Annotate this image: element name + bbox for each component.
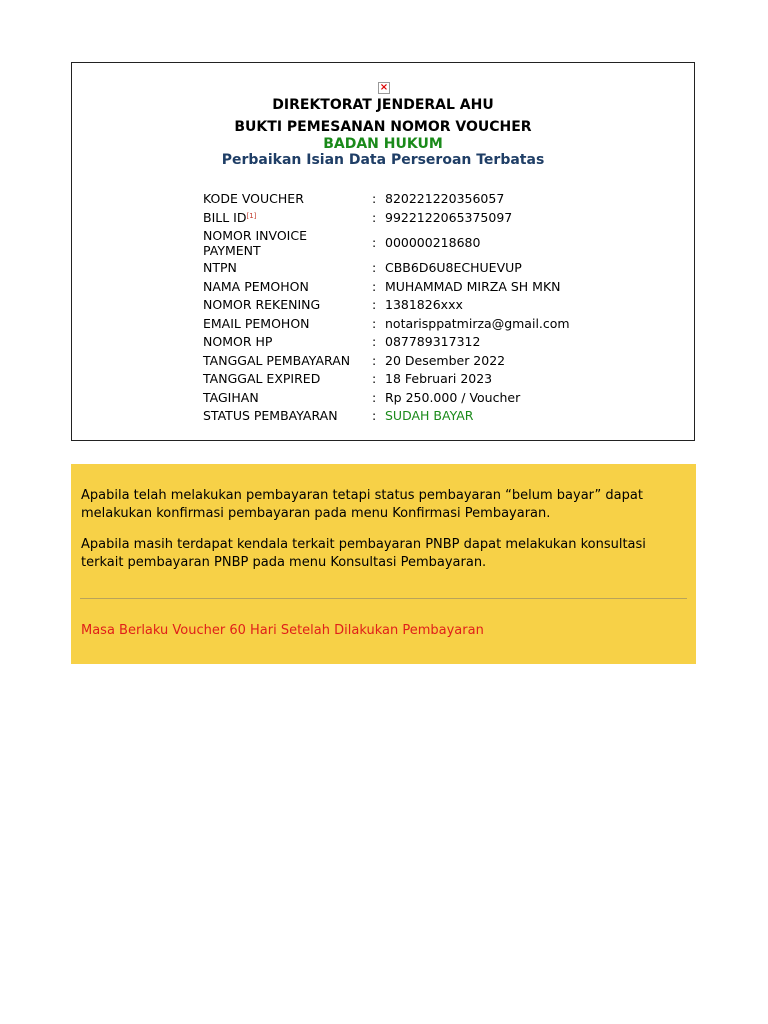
field-value: 000000218680 (385, 235, 481, 250)
field-bill-id (203, 209, 673, 228)
voucher-receipt (71, 62, 695, 441)
voucher-validity-note: Masa Berlaku Voucher 60 Hari Setelah Dilakukan Pembayaran (81, 623, 484, 638)
field-separator: : (372, 315, 377, 331)
field-label: KODE VOUCHER (203, 191, 304, 206)
field-value: 18 Februari 2023 (385, 371, 493, 386)
field-separator: : (372, 352, 377, 368)
field-separator: : (372, 235, 377, 250)
payment-notice (71, 464, 696, 664)
field-label: NTPN (203, 260, 237, 275)
field-value: 1381826xxx (385, 297, 463, 312)
field-email-pemohon (203, 315, 673, 334)
notice-divider (80, 598, 687, 599)
service-title: Perbaikan Isian Data Perseroan Terbatas (221, 152, 545, 168)
document-title: BUKTI PEMESANAN NOMOR VOUCHER (234, 119, 532, 135)
field-separator: : (372, 408, 377, 423)
field-separator: : (372, 191, 377, 206)
field-value: 9922122065375097 (385, 209, 513, 225)
notice-consultation-text: Apabila masih terdapat kendala terkait pembayaran PNBP dapat melakukan konsultasi terkait pembayaran PNBP pada menu Konsultasi Pembayaran. (81, 537, 646, 570)
org-title: DIREKTORAT JENDERAL AHU (272, 97, 494, 113)
field-label: TANGGAL PEMBAYARAN (203, 352, 351, 368)
field-separator: : (372, 371, 377, 386)
field-label: NOMOR INVOICE PAYMENT (203, 228, 307, 258)
field-label: TANGGAL EXPIRED (203, 371, 321, 386)
field-separator: : (372, 389, 377, 405)
field-tagihan (203, 389, 673, 408)
notice-confirmation-text: Apabila telah melakukan pembayaran tetapi status pembayaran “belum bayar” dapat melakukan konfirmasi pembayaran pada menu Konfirmasi Pembayaran. (81, 488, 643, 521)
entity-title: BADAN HUKUM (323, 136, 443, 152)
voucher-fields (203, 190, 673, 426)
field-tanggal-expired (203, 370, 673, 389)
field-status-pembayaran (203, 407, 673, 426)
field-value: CBB6D6U8ECHUEVUP (385, 260, 522, 275)
footnote-link[interactable]: [1] (246, 211, 257, 220)
field-nomor-invoice (203, 227, 673, 259)
broken-image-icon: × (379, 82, 389, 93)
field-kode-voucher (203, 190, 673, 209)
field-nomor-rekening (203, 296, 673, 315)
field-label: STATUS PEMBAYARAN (203, 408, 338, 423)
field-separator: : (372, 297, 377, 312)
field-label: NAMA PEMOHON (203, 278, 309, 294)
field-ntpn (203, 259, 673, 278)
field-label: EMAIL PEMOHON (203, 315, 310, 331)
field-nama-pemohon (203, 278, 673, 297)
field-label: TAGIHAN (203, 389, 259, 405)
status-badge: SUDAH BAYAR (385, 408, 474, 423)
field-label: NOMOR REKENING (203, 297, 321, 312)
field-value: MUHAMMAD MIRZA SH MKN (385, 278, 561, 294)
field-separator: : (372, 260, 377, 275)
field-separator: : (372, 278, 377, 294)
field-value: 087789317312 (385, 334, 481, 349)
field-value: Rp 250.000 / Voucher (385, 389, 521, 405)
field-separator: : (372, 334, 377, 349)
field-label: BILL ID (203, 209, 247, 225)
field-separator: : (372, 209, 377, 225)
field-nomor-hp (203, 333, 673, 352)
field-value: 820221220356057 (385, 191, 505, 206)
field-tanggal-pembayaran (203, 352, 673, 371)
field-value: 20 Desember 2022 (385, 352, 506, 368)
field-value: notarisppatmirza@gmail.com (385, 315, 570, 331)
field-label: NOMOR HP (203, 334, 273, 349)
